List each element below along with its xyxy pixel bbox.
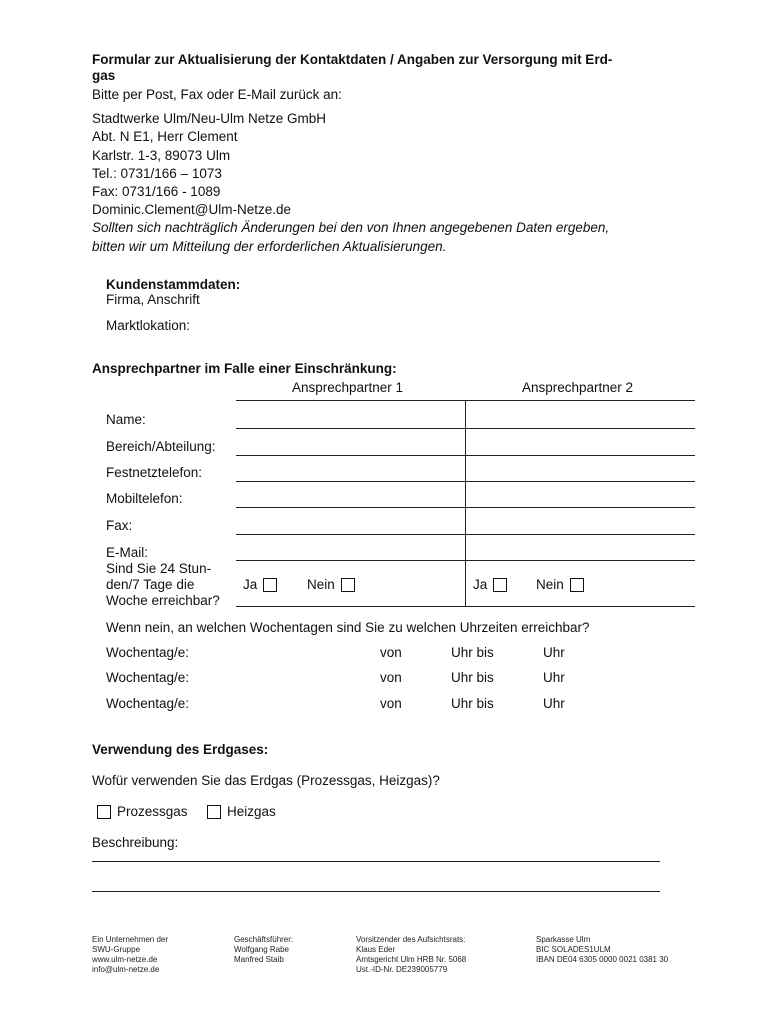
row-label-fax: Fax: bbox=[106, 518, 133, 533]
process-gas-label: Prozessgas bbox=[117, 804, 188, 819]
weekday-label: Wochentag/e: bbox=[106, 645, 190, 660]
weekday-label: Wochentag/e: bbox=[106, 696, 190, 711]
notice-line-1: Sollten sich nachträglich Änderungen bei den von Ihnen angegebenen Daten ergeben, bbox=[92, 220, 610, 235]
contact-1-no-option[interactable] bbox=[307, 577, 355, 592]
contact-1-header: Ansprechpartner 1 bbox=[292, 380, 404, 395]
from-label: von bbox=[380, 645, 402, 660]
contact-2-name-field[interactable] bbox=[466, 428, 695, 429]
yes-label: Ja bbox=[473, 577, 488, 592]
address-company: Stadtwerke Ulm/Neu-Ulm Netze GmbH bbox=[92, 111, 327, 126]
contact-1-fax-field[interactable] bbox=[236, 534, 465, 535]
footer-line: Amtsgericht Ulm HRB Nr. 5068 bbox=[356, 955, 467, 964]
contact-2-fax-field[interactable] bbox=[466, 534, 695, 535]
yes-label: Ja bbox=[243, 577, 258, 592]
market-location-label: Marktlokation: bbox=[106, 318, 191, 333]
row-label-reachable-1: Sind Sie 24 Stun- bbox=[106, 561, 212, 576]
weekday-label: Wochentag/e: bbox=[106, 670, 190, 685]
address-email[interactable]: Dominic.Clement@Ulm-Netze.de bbox=[92, 202, 292, 217]
row-label-reachable-2: den/7 Tage die bbox=[106, 577, 195, 592]
row-label-mobile: Mobiltelefon: bbox=[106, 491, 183, 506]
process-gas-option[interactable] bbox=[97, 804, 188, 819]
row-label-department: Bereich/Abteilung: bbox=[106, 439, 216, 454]
table-bottom-rule bbox=[236, 606, 695, 607]
notice-line-2: bitten wir um Mitteilung der erforderlichen Aktualisierungen. bbox=[92, 239, 447, 254]
customer-company-label: Firma, Anschrift bbox=[106, 292, 200, 307]
description-line-1[interactable] bbox=[92, 861, 660, 862]
contact-2-email-field[interactable] bbox=[466, 560, 695, 561]
to-label: Uhr bis bbox=[451, 696, 494, 711]
footer-line: Ein Unternehmen der bbox=[92, 935, 169, 944]
time-unit-label: Uhr bbox=[543, 670, 565, 685]
contact-1-email-field[interactable] bbox=[236, 560, 465, 561]
contact-1-name-field[interactable] bbox=[236, 428, 465, 429]
footer-line: Klaus Eder bbox=[356, 945, 396, 954]
contact-1-landline-field[interactable] bbox=[236, 481, 465, 482]
description-line-2[interactable] bbox=[92, 891, 660, 892]
address-phone: Tel.: 0731/166 – 1073 bbox=[92, 166, 222, 181]
to-label: Uhr bis bbox=[451, 670, 494, 685]
address-street: Karlstr. 1-3, 89073 Ulm bbox=[92, 148, 231, 163]
footer-company bbox=[92, 935, 168, 975]
address-fax: Fax: 0731/166 - 1089 bbox=[92, 184, 221, 199]
availability-question: Wenn nein, an welchen Wochentagen sind Sie zu welchen Uhrzeiten erreichbar? bbox=[106, 620, 590, 635]
row-label-landline: Festnetztelefon: bbox=[106, 465, 203, 480]
gas-usage-question: Wofür verwenden Sie das Erdgas (Prozessgas, Heizgas)? bbox=[92, 773, 440, 788]
footer-bank bbox=[536, 935, 668, 965]
form-title: Formular zur Aktualisierung der Kontaktdaten / Angaben zur Versorgung mit Erd- bbox=[92, 52, 613, 67]
contact-1-department-field[interactable] bbox=[236, 455, 465, 456]
table-column-divider bbox=[465, 400, 466, 606]
contact-1-no-checkbox[interactable] bbox=[341, 578, 355, 592]
contact-2-no-checkbox[interactable] bbox=[570, 578, 584, 592]
return-note: Bitte per Post, Fax oder E-Mail zurück an: bbox=[92, 87, 342, 102]
no-label: Nein bbox=[536, 577, 564, 592]
contact-2-yes-checkbox[interactable] bbox=[493, 578, 507, 592]
row-label-reachable-3: Woche erreichbar? bbox=[106, 593, 220, 608]
contact-1-yes-option[interactable] bbox=[243, 577, 277, 592]
gas-usage-heading: Verwendung des Erdgases: bbox=[92, 742, 269, 757]
footer-line: BIC SOLADES1ULM bbox=[536, 945, 611, 954]
footer-email[interactable]: info@ulm-netze.de bbox=[92, 965, 160, 974]
to-label: Uhr bis bbox=[451, 645, 494, 660]
address-department: Abt. N E1, Herr Clement bbox=[92, 129, 238, 144]
contact-2-yes-option[interactable] bbox=[473, 577, 507, 592]
contact-1-mobile-field[interactable] bbox=[236, 507, 465, 508]
row-label-email: E-Mail: bbox=[106, 545, 149, 560]
from-label: von bbox=[380, 696, 402, 711]
heating-gas-label: Heizgas bbox=[227, 804, 276, 819]
time-unit-label: Uhr bbox=[543, 696, 565, 711]
footer-line: Vorsitzender des Aufsichtsrats: bbox=[356, 935, 466, 944]
footer-website[interactable]: www.ulm-netze.de bbox=[92, 955, 158, 964]
form-title-continued: gas bbox=[92, 68, 116, 83]
from-label: von bbox=[380, 670, 402, 685]
contact-2-mobile-field[interactable] bbox=[466, 507, 695, 508]
footer-line: Manfred Staib bbox=[234, 955, 284, 964]
footer-line: Wolfgang Rabe bbox=[234, 945, 289, 954]
heating-gas-option[interactable] bbox=[207, 804, 276, 819]
row-label-name: Name: bbox=[106, 412, 146, 427]
contact-1-yes-checkbox[interactable] bbox=[263, 578, 277, 592]
process-gas-checkbox[interactable] bbox=[97, 805, 111, 819]
footer-board bbox=[356, 935, 466, 975]
footer-management bbox=[234, 935, 293, 965]
no-label: Nein bbox=[307, 577, 335, 592]
time-unit-label: Uhr bbox=[543, 645, 565, 660]
customer-heading: Kundenstammdaten: bbox=[106, 277, 241, 292]
contacts-heading: Ansprechpartner im Falle einer Einschränkung: bbox=[92, 361, 397, 376]
footer-line: IBAN DE04 6305 0000 0021 0381 30 bbox=[536, 955, 669, 964]
contact-2-header: Ansprechpartner 2 bbox=[522, 380, 634, 395]
footer-line: Sparkasse Ulm bbox=[536, 935, 591, 944]
heating-gas-checkbox[interactable] bbox=[207, 805, 221, 819]
footer-line: Geschäftsführer: bbox=[234, 935, 294, 944]
contact-2-landline-field[interactable] bbox=[466, 481, 695, 482]
contact-2-department-field[interactable] bbox=[466, 455, 695, 456]
footer-line: SWU-Gruppe bbox=[92, 945, 141, 954]
description-label: Beschreibung: bbox=[92, 835, 179, 850]
footer-line: Ust.-ID-Nr. DE239005779 bbox=[356, 965, 448, 974]
contact-2-no-option[interactable] bbox=[536, 577, 584, 592]
